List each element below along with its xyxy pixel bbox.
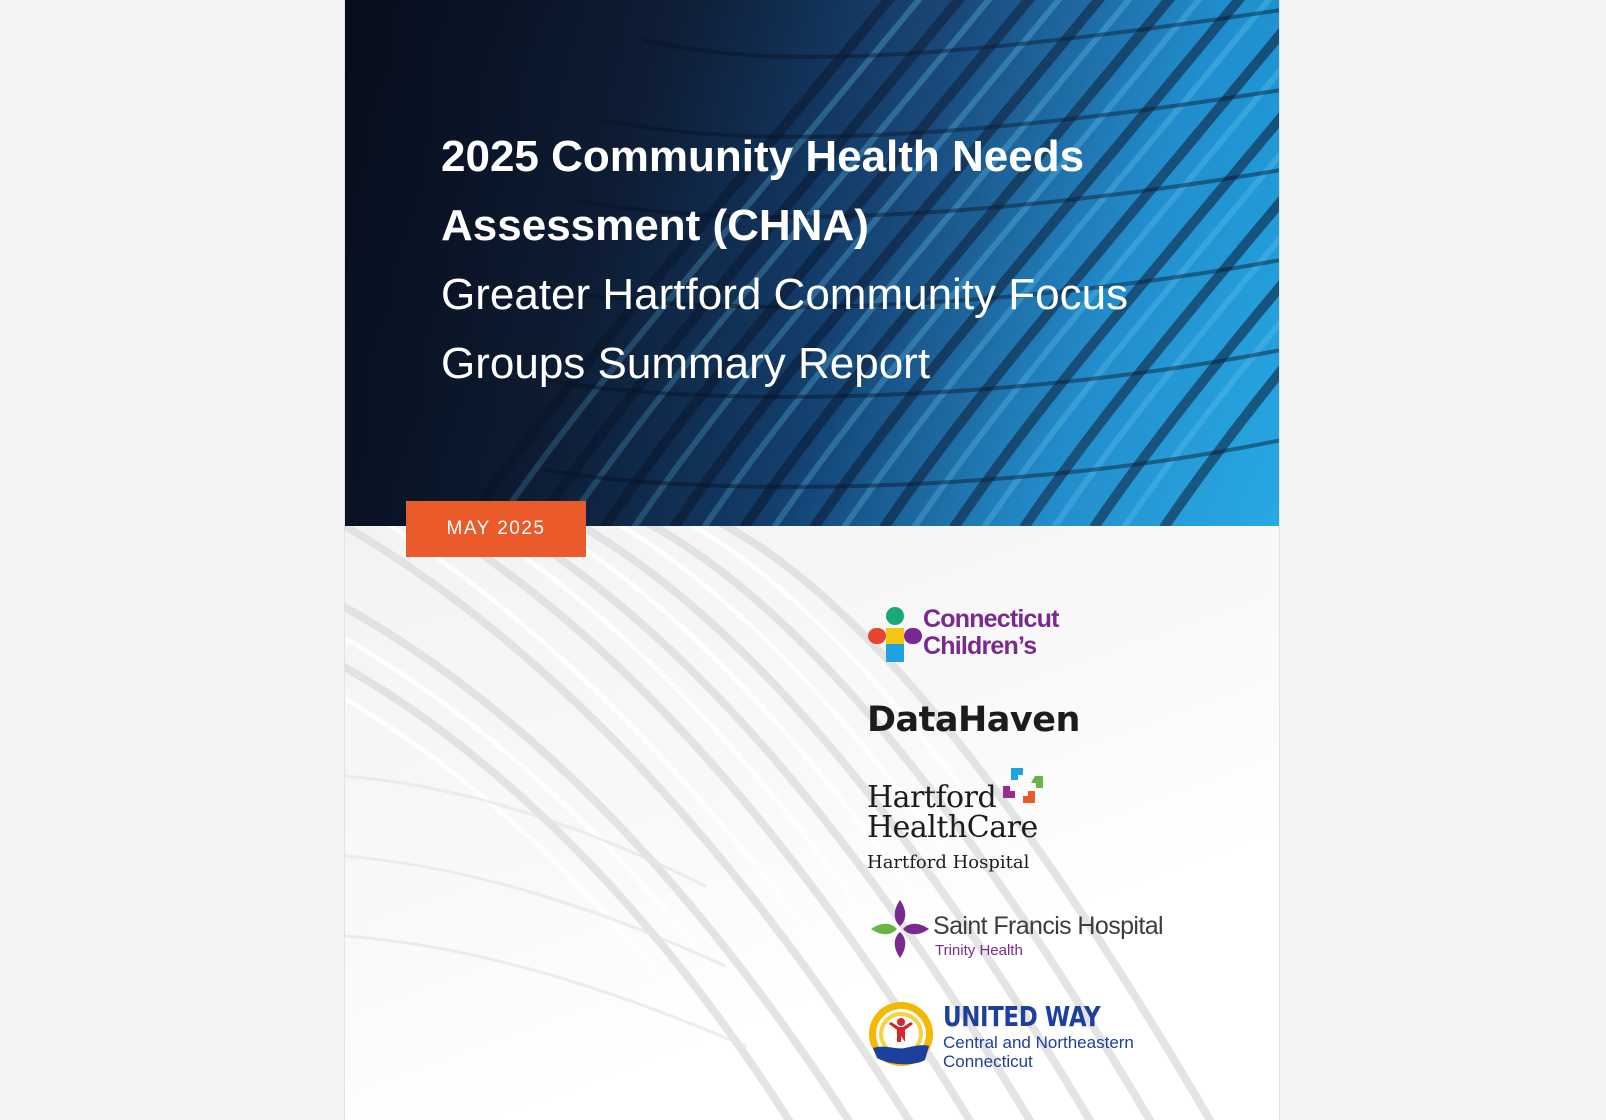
united-way-subtitle-line-1: Central and Northeastern (943, 1033, 1134, 1052)
connecticut-childrens-line-2: Children’s (923, 632, 1037, 660)
report-title-block (441, 122, 1241, 398)
hartford-healthcare-line-1: Hartford (867, 780, 997, 815)
saint-francis-logo (867, 898, 1177, 962)
connecticut-childrens-plus-icon (867, 606, 923, 664)
hartford-hospital-label: Hartford Hospital (867, 852, 1030, 873)
report-subtitle-line-1: Greater Hartford Community Focus (441, 270, 1129, 319)
saint-francis-cross-icon (869, 898, 931, 960)
connecticut-childrens-wordmark (923, 606, 1059, 660)
hartford-healthcare-icon (1001, 766, 1045, 810)
trinity-health-label: Trinity Health (935, 942, 1023, 959)
united-way-logo (867, 1000, 1167, 1070)
cover-hero-image (345, 0, 1280, 526)
united-way-title: UNITED WAY (943, 1000, 1101, 1033)
hartford-healthcare-line-2: HealthCare (867, 810, 1038, 845)
report-cover (344, 0, 1280, 1120)
united-way-subtitle-line-2: Connecticut (943, 1052, 1033, 1071)
hartford-healthcare-logo (867, 766, 1057, 876)
report-title-line-1: 2025 Community Health Needs (441, 132, 1085, 181)
report-date-badge: MAY 2025 (406, 501, 586, 557)
report-subtitle-line-2: Groups Summary Report (441, 339, 931, 388)
united-way-subtitle (943, 1033, 1134, 1071)
datahaven-logo: DataHaven (867, 700, 1080, 740)
united-way-hand-icon (867, 1000, 935, 1070)
connecticut-childrens-line-1: Connecticut (923, 605, 1059, 633)
connecticut-childrens-logo (867, 606, 1087, 664)
saint-francis-name: Saint Francis Hospital (933, 912, 1163, 940)
report-title-line-2: Assessment (CHNA) (441, 201, 869, 250)
